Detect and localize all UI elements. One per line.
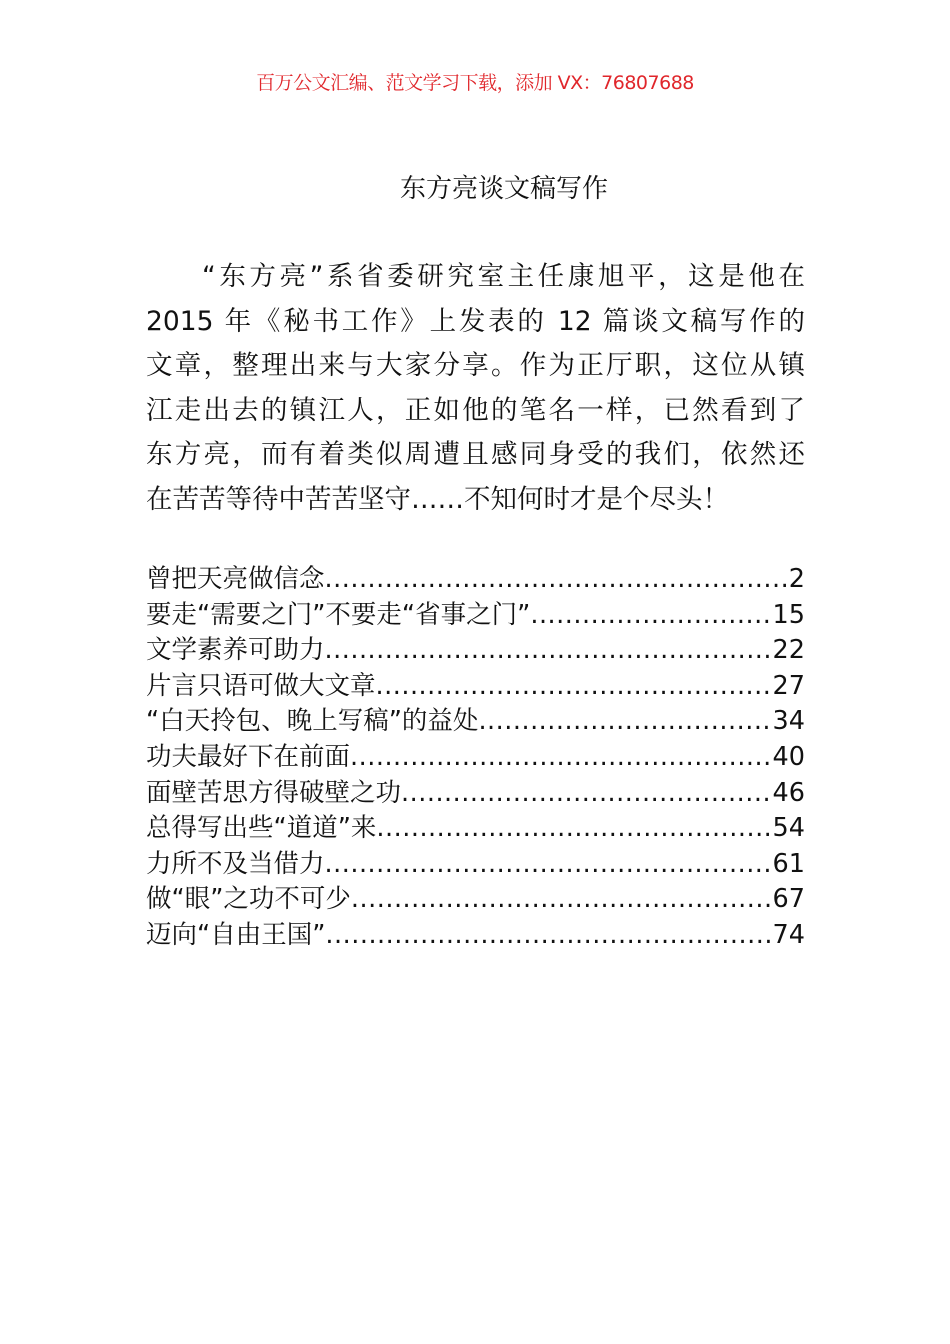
- toc-entry-title: 片言只语可做大文章: [146, 670, 376, 701]
- intro-line: 文章，整理出来与大家分享。作为正厅职，这位从镇: [146, 350, 805, 381]
- toc-entry-title: “白天拎包、晚上写稿”的益处: [146, 706, 479, 737]
- toc-entry-page: 27: [772, 670, 805, 701]
- toc-entry[interactable]: [146, 776, 805, 812]
- toc-entry-title: 文学素养可助力: [146, 635, 325, 666]
- toc-entry[interactable]: [146, 882, 805, 918]
- toc-entry[interactable]: [146, 740, 805, 776]
- toc-entry[interactable]: [146, 811, 805, 847]
- toc-leader-dots: [401, 776, 773, 812]
- toc-entry[interactable]: [146, 598, 805, 634]
- toc-entry-page: 46: [772, 777, 805, 808]
- table-of-contents: [146, 562, 805, 954]
- toc-leader-dots: [325, 633, 773, 669]
- intro-line: “东方亮”系省委研究室主任康旭平，这是他在: [202, 261, 805, 292]
- intro-line: 2015 年《秘书工作》上发表的 12 篇谈文稿写作的: [146, 305, 805, 337]
- toc-entry-title: 面壁苦思方得破壁之功: [146, 777, 402, 808]
- toc-entry-page: 54: [772, 813, 805, 844]
- toc-leader-dots: [376, 811, 772, 847]
- intro-line: 在苦苦等待中苦苦坚守……不知何时才是个尽头！: [146, 483, 729, 515]
- toc-leader-dots: [530, 598, 772, 634]
- toc-leader-dots: [325, 918, 772, 954]
- toc-entry-page: 2: [788, 564, 805, 594]
- toc-entry-page: 74: [772, 919, 805, 950]
- toc-entry-page: 15: [772, 599, 805, 630]
- toc-leader-dots: [350, 740, 773, 776]
- toc-entry-title: 迈向“自由王国”: [146, 919, 326, 950]
- toc-leader-dots: [376, 669, 773, 705]
- toc-entry-page: 34: [772, 706, 805, 737]
- toc-leader-dots: [325, 847, 773, 883]
- intro-paragraph: [146, 255, 805, 522]
- intro-line: 江走出去的镇江人，正如他的笔名一样，已然看到了: [146, 394, 805, 426]
- toc-entry-title: 力所不及当借力: [146, 848, 325, 879]
- toc-entry[interactable]: [146, 633, 805, 669]
- toc-entry-title: 做“眼”之功不可少: [146, 884, 351, 915]
- toc-entry-title: 总得写出些“道道”来: [146, 813, 377, 844]
- toc-entry-page: 40: [772, 741, 805, 772]
- toc-entry[interactable]: [146, 704, 805, 740]
- toc-entry[interactable]: [146, 847, 805, 883]
- document-title: 东方亮谈文稿写作: [399, 174, 608, 204]
- toc-leader-dots: [325, 562, 789, 598]
- toc-entry-title: 功夫最好下在前面: [146, 741, 351, 772]
- watermark-banner: 百万公文汇编、范文学习下载，添加 VX：76807688: [256, 72, 694, 94]
- toc-leader-dots: [351, 882, 773, 918]
- toc-entry-page: 61: [772, 848, 805, 879]
- intro-line: 东方亮，而有着类似周遭且感同身受的我们，依然还: [146, 439, 805, 470]
- toc-entry-title: 要走“需要之门”不要走“省事之门”: [146, 599, 531, 630]
- toc-entry-title: 曾把天亮做信念: [146, 564, 325, 594]
- toc-entry-page: 22: [772, 635, 805, 666]
- toc-entry[interactable]: [146, 918, 805, 954]
- toc-entry[interactable]: [146, 669, 805, 705]
- toc-entry[interactable]: [146, 562, 805, 598]
- toc-leader-dots: [478, 704, 772, 740]
- toc-entry-page: 67: [772, 884, 805, 915]
